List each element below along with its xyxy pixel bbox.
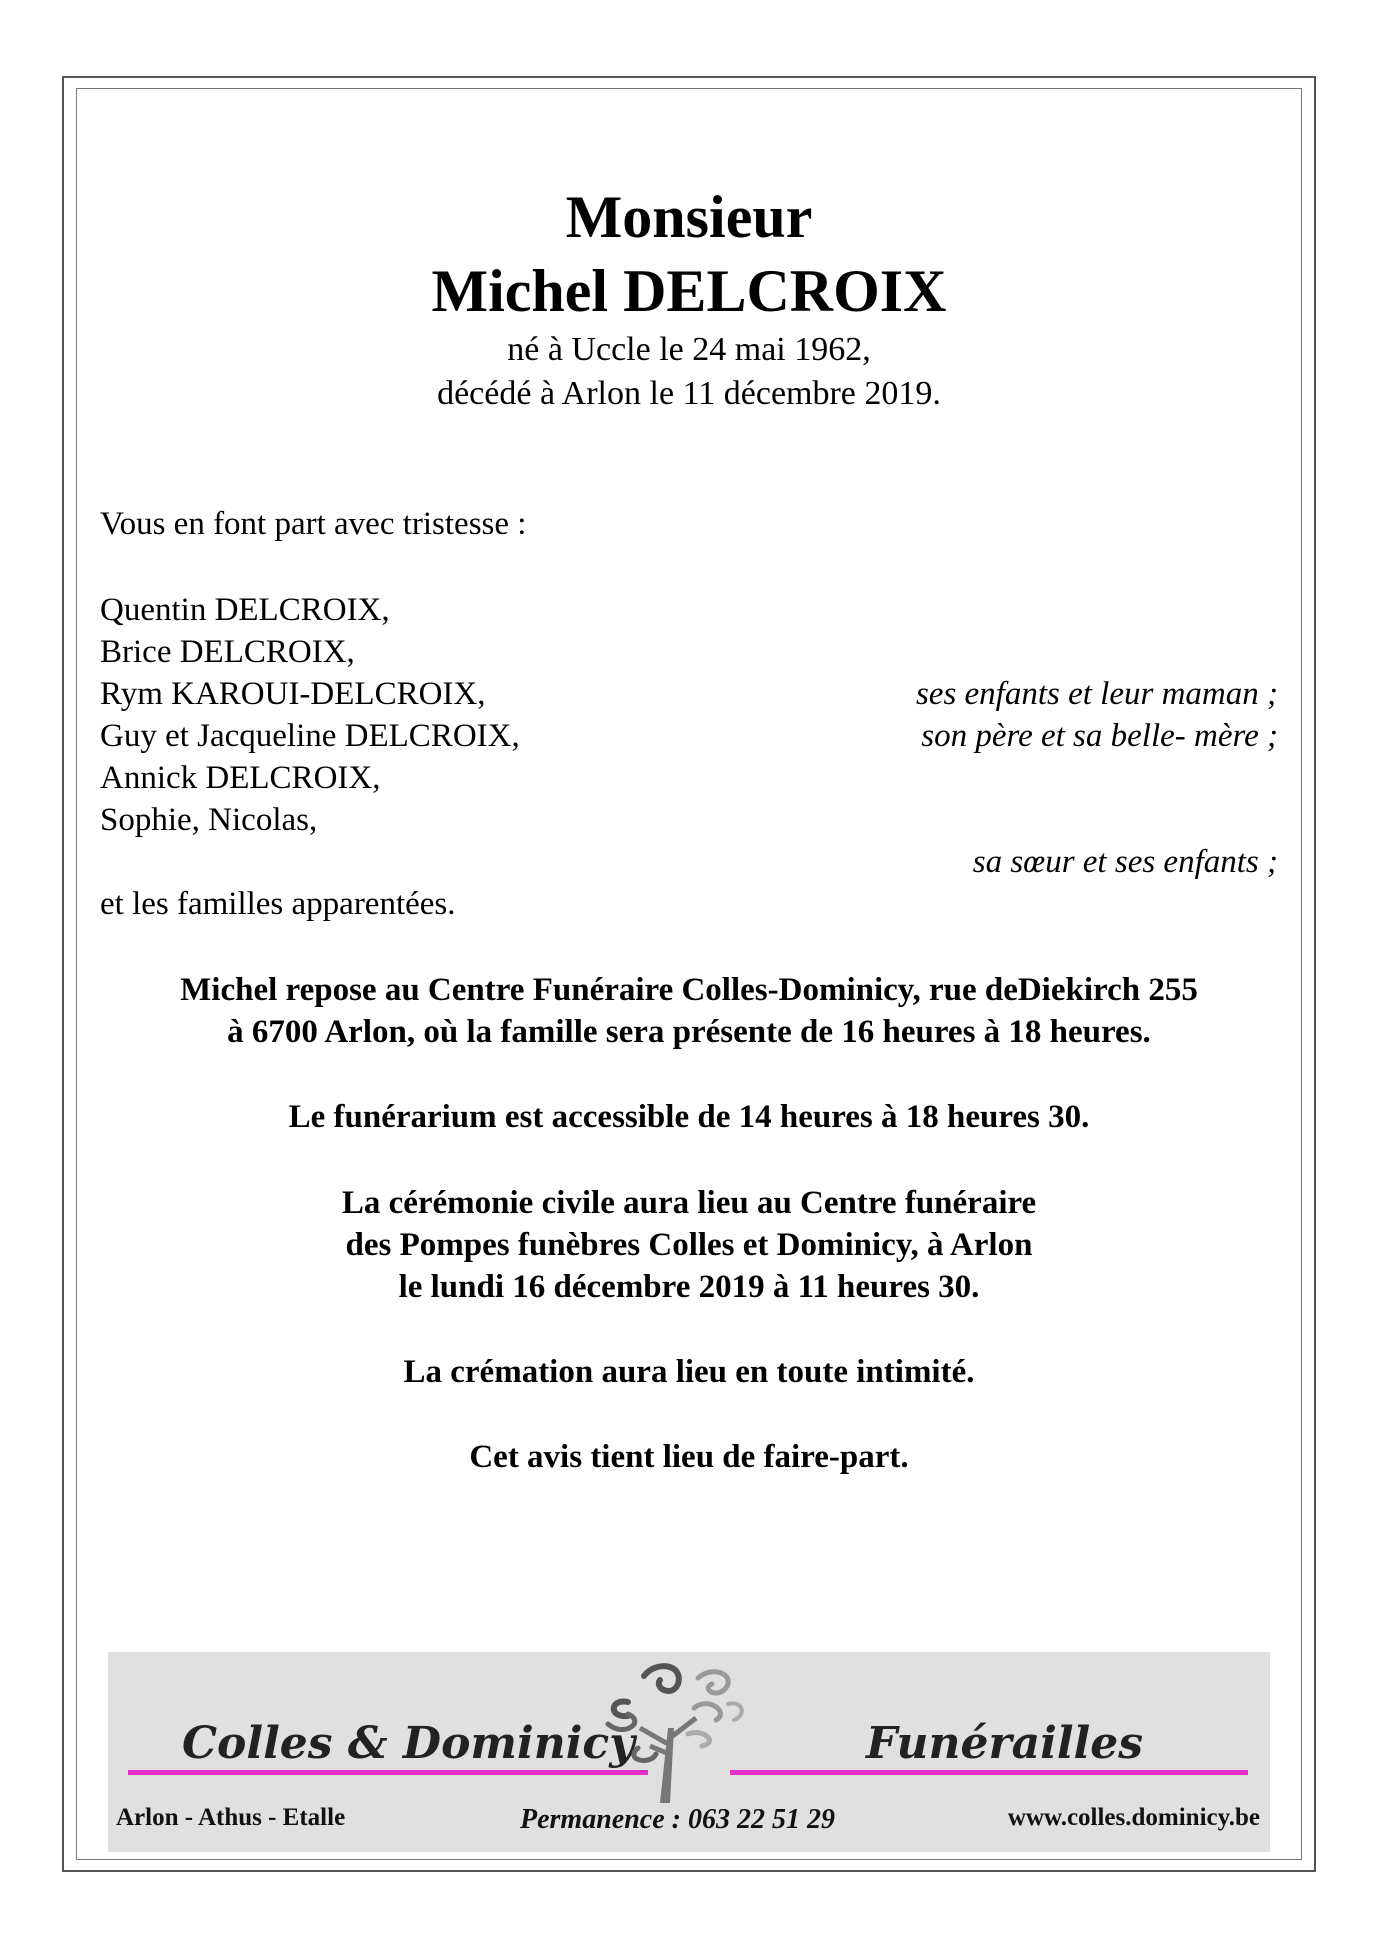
lead-text: Vous en font part avec tristesse : [100, 506, 527, 542]
family-row [100, 841, 1278, 883]
family-row [100, 715, 1278, 757]
family-row [100, 589, 1278, 631]
tree-logo-icon [598, 1658, 798, 1808]
brand-left: Colles & Dominicy [182, 1718, 635, 1769]
family-relation: son père et sa belle- mère ; [921, 718, 1278, 754]
family-relation: ses enfants et leur maman ; [915, 676, 1278, 712]
ceremony-line-3: le lundi 16 décembre 2019 à 11 heures 30. [398, 1269, 980, 1305]
funeral-home-banner [108, 1652, 1270, 1852]
family-name: Brice DELCROIX, [100, 634, 355, 670]
family-row [100, 757, 1278, 799]
family-name: Sophie, Nicolas, [100, 802, 318, 838]
cremation-notice: La crémation aura lieu en toute intimité. [403, 1354, 975, 1390]
honorific: Monsieur [565, 184, 813, 250]
accent-line-left [128, 1770, 648, 1775]
family-row [100, 631, 1278, 673]
family-name: Annick DELCROIX, [100, 760, 381, 796]
ceremony-line-1: La cérémonie civile aura lieu au Centre funéraire [341, 1185, 1037, 1221]
faire-part-notice: Cet avis tient lieu de faire-part. [469, 1439, 909, 1475]
death-line: décédé à Arlon le 11 décembre 2019. [437, 375, 941, 412]
repose-line-2: à 6700 Arlon, où la famille sera présente de 16 heures à 18 heures. [227, 1014, 1151, 1050]
birth-line: né à Uccle le 24 mai 1962, [507, 331, 871, 368]
family-name: Rym KAROUI-DELCROIX, [100, 676, 486, 712]
funerarium-notice: Le funérarium est accessible de 14 heures à 18 heures 30. [288, 1099, 1090, 1135]
ceremony-notice [100, 1182, 1278, 1308]
family-row [100, 673, 1278, 715]
deceased-name: Michel DELCROIX [431, 258, 947, 324]
brand-right: Funérailles [866, 1718, 1144, 1769]
family-name: Guy et Jacqueline DELCROIX, [100, 718, 520, 754]
family-list [100, 589, 1278, 925]
accent-line-right [730, 1770, 1248, 1775]
family-row [100, 799, 1278, 841]
repose-notice [100, 969, 1278, 1053]
family-relation: sa sœur et ses enfants ; [972, 844, 1278, 880]
family-name: et les familles apparentées. [100, 886, 456, 922]
family-name: Quentin DELCROIX, [100, 592, 390, 628]
permanence-phone: Permanence : 063 22 51 29 [520, 1804, 835, 1835]
family-row [100, 883, 1278, 925]
website-text: www.colles.dominicy.be [1007, 1804, 1260, 1831]
locations-text: Arlon - Athus - Etalle [116, 1804, 346, 1831]
repose-line-1: Michel repose au Centre Funéraire Colles-Dominicy, rue deDiekirch 255 [180, 972, 1198, 1008]
header-block [100, 180, 1278, 416]
ceremony-line-2: des Pompes funèbres Colles et Dominicy, à Arlon [345, 1227, 1033, 1263]
